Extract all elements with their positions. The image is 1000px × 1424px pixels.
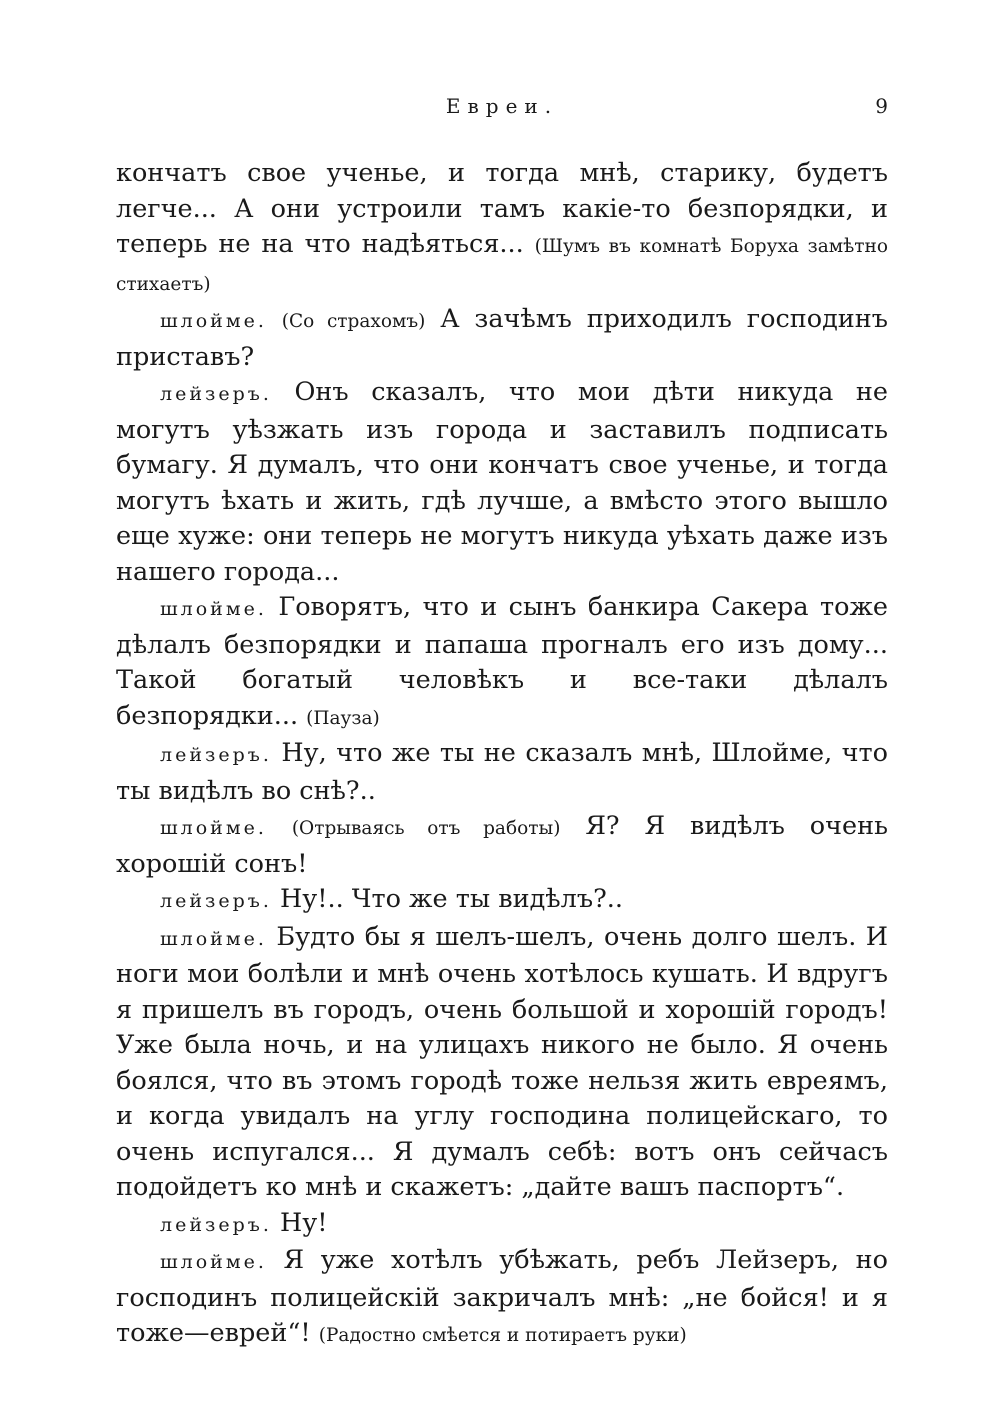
- paragraph: [116, 375, 888, 590]
- dialogue-text: [267, 811, 292, 841]
- paragraph: [116, 809, 888, 882]
- paragraph: [116, 1206, 888, 1244]
- stage-direction: (Радостно смѣется и потираетъ руки): [318, 1325, 687, 1346]
- body-text: [116, 156, 888, 1354]
- dialogue-text: Я? Я видѣлъ очень хорошій сонъ!: [116, 811, 888, 879]
- speaker-name: лейзеръ.: [160, 1213, 272, 1236]
- paragraph: [116, 302, 888, 375]
- stage-direction: (Отрываясь отъ работы): [291, 818, 561, 839]
- dialogue-text: кончатъ свое ученье, и тогда мнѣ, старику, будетъ легче... А они устроили тамъ какіе-то безпорядки, и теперь не на что надѣяться...: [116, 158, 888, 259]
- speaker-name: лейзеръ.: [160, 744, 272, 766]
- speaker-name: шлойме.: [160, 817, 267, 839]
- running-title: Евреи.: [445, 94, 559, 118]
- speaker-name: лейзеръ.: [160, 890, 272, 912]
- book-page: [116, 94, 888, 1354]
- page-header: [116, 94, 888, 134]
- paragraph: [116, 156, 888, 302]
- dialogue-text: Онъ сказалъ, что мои дѣти никуда не могутъ уѣзжать изъ города и заставилъ подписать бумагу. Я думалъ, что они кончатъ свое ученье, и тогда могутъ ѣхать и жить, гдѣ лучше, а вмѣсто этого вышло еще хуже: они теперь не могутъ никуда уѣхать даже изъ нашего города...: [116, 377, 888, 587]
- dialogue-text: Ну!.. Что же ты видѣлъ?..: [271, 884, 623, 914]
- stage-direction: (Пауза): [306, 707, 380, 729]
- paragraph: [116, 590, 888, 736]
- speaker-name: шлойме.: [160, 1251, 267, 1273]
- paragraph: [116, 920, 888, 1206]
- dialogue-text: Я уже хотѣлъ убѣжать, ребъ Лейзеръ, но господинъ полицейскій закричалъ мнѣ: „не бойся! и я тоже—еврей“!: [116, 1245, 888, 1348]
- stage-direction: (Шумъ въ комнатѣ Боруха замѣтно стихаетъ): [116, 236, 888, 295]
- dialogue-text: Ну, что же ты не сказалъ мнѣ, Шлойме, что ты видѣлъ во снѣ?..: [116, 738, 888, 806]
- dialogue-text: А зачѣмъ приходилъ господинъ приставъ?: [116, 304, 888, 372]
- dialogue-text: Ну!: [271, 1207, 328, 1238]
- paragraph: [116, 1243, 888, 1354]
- stage-direction: (Со страхомъ): [281, 311, 426, 332]
- paragraph: [116, 882, 888, 920]
- speaker-name: шлойме.: [160, 927, 267, 950]
- paragraph: [116, 736, 888, 809]
- speaker-name: шлойме.: [160, 598, 267, 620]
- dialogue-text: [267, 304, 282, 334]
- page-number: 9: [875, 94, 888, 118]
- dialogue-text: Говорятъ, что и сынъ банкира Сакера тоже дѣлалъ безпорядки и папаша прогналъ его изъ дому... Такой богатый человѣкъ и все-таки дѣлалъ безпорядки...: [116, 592, 888, 731]
- dialogue-text: Будто бы я шелъ-шелъ, очень долго шелъ. И ноги мои болѣли и мнѣ очень хотѣлось кушать. И вдругъ я пришелъ въ городъ, очень большой и хорошій городъ! Уже была ночь, и на улицахъ никого не было. Я очень боялся, что въ этомъ городѣ тоже нельзя жить евреямъ, и когда увидалъ на углу господина полицейскаго, то очень испугался... Я думалъ себѣ: вотъ онъ сейчасъ подойдетъ ко мнѣ и скажетъ: „дайте вашъ паспортъ“.: [116, 921, 888, 1202]
- speaker-name: лейзеръ.: [160, 383, 272, 405]
- speaker-name: шлойме.: [160, 310, 267, 332]
